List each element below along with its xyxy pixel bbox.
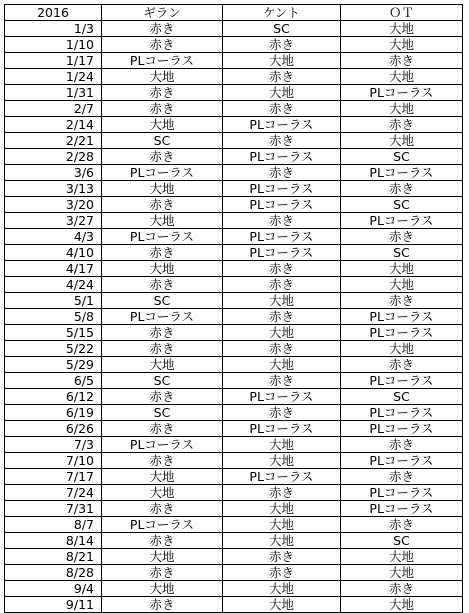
table-row [5, 181, 463, 197]
kent-cell[interactable]: PLコーラス [223, 117, 341, 133]
giran-cell[interactable]: PLコーラス [102, 165, 223, 181]
table-row [5, 245, 463, 261]
table-row [5, 21, 463, 37]
kent-cell[interactable]: PLコーラス [223, 229, 341, 245]
date-cell[interactable]: 5/29 [5, 357, 102, 373]
ot-cell[interactable]: 大地 [341, 549, 463, 565]
kent-cell[interactable]: PLコーラス [223, 469, 341, 485]
kent-cell[interactable]: 大地 [223, 597, 341, 613]
ot-cell[interactable]: PLコーラス [341, 405, 463, 421]
date-cell[interactable]: 4/24 [5, 277, 102, 293]
kent-cell[interactable]: 赤き [223, 277, 341, 293]
giran-cell[interactable]: 大地 [102, 469, 223, 485]
ot-cell[interactable]: 大地 [341, 565, 463, 581]
date-cell[interactable]: 6/5 [5, 373, 102, 389]
date-cell[interactable]: 1/17 [5, 53, 102, 69]
header-row [5, 5, 463, 21]
giran-cell[interactable]: SC [102, 405, 223, 421]
ot-cell[interactable]: 大地 [341, 69, 463, 85]
date-cell[interactable]: 4/10 [5, 245, 102, 261]
table-row [5, 517, 463, 533]
ot-cell[interactable]: 赤き [341, 117, 463, 133]
table-row [5, 437, 463, 453]
giran-cell[interactable]: 赤き [102, 421, 223, 437]
date-cell[interactable]: 1/10 [5, 37, 102, 53]
kent-cell[interactable]: 赤き [223, 213, 341, 229]
table-row [5, 549, 463, 565]
kent-cell[interactable]: PLコーラス [223, 389, 341, 405]
giran-cell[interactable]: 赤き [102, 341, 223, 357]
date-cell[interactable]: 8/14 [5, 533, 102, 549]
giran-cell[interactable]: 赤き [102, 37, 223, 53]
table-row [5, 101, 463, 117]
kent-cell[interactable]: PLコーラス [223, 197, 341, 213]
header-year[interactable]: 2016 [5, 5, 102, 21]
date-cell[interactable]: 6/26 [5, 421, 102, 437]
giran-cell[interactable]: 赤き [102, 101, 223, 117]
kent-cell[interactable]: 赤き [223, 405, 341, 421]
date-cell[interactable]: 2/21 [5, 133, 102, 149]
kent-cell[interactable]: 赤き [223, 165, 341, 181]
table-row [5, 325, 463, 341]
giran-cell[interactable]: SC [102, 133, 223, 149]
ot-cell[interactable]: SC [341, 533, 463, 549]
ot-cell[interactable]: 赤き [341, 437, 463, 453]
table-row [5, 261, 463, 277]
ot-cell[interactable]: 赤き [341, 357, 463, 373]
kent-cell[interactable]: PLコーラス [223, 181, 341, 197]
table-row [5, 277, 463, 293]
date-cell[interactable]: 7/17 [5, 469, 102, 485]
ot-cell[interactable]: PLコーラス [341, 325, 463, 341]
kent-cell[interactable]: PLコーラス [223, 149, 341, 165]
table-row [5, 53, 463, 69]
ot-cell[interactable]: PLコーラス [341, 373, 463, 389]
ot-cell[interactable]: SC [341, 245, 463, 261]
header-ot[interactable]: ＯＴ [341, 5, 463, 21]
kent-cell[interactable]: 大地 [223, 453, 341, 469]
ot-cell[interactable]: PLコーラス [341, 165, 463, 181]
giran-cell[interactable]: 赤き [102, 325, 223, 341]
kent-cell[interactable]: 赤き [223, 309, 341, 325]
giran-cell[interactable]: PLコーラス [102, 229, 223, 245]
kent-cell[interactable]: 赤き [223, 341, 341, 357]
table-row [5, 453, 463, 469]
table-row [5, 85, 463, 101]
giran-cell[interactable]: 大地 [102, 261, 223, 277]
kent-cell[interactable]: 大地 [223, 85, 341, 101]
ot-cell[interactable]: 大地 [341, 101, 463, 117]
date-cell[interactable]: 4/17 [5, 261, 102, 277]
ot-cell[interactable]: PLコーラス [341, 421, 463, 437]
kent-cell[interactable]: 大地 [223, 517, 341, 533]
giran-cell[interactable]: 大地 [102, 581, 223, 597]
kent-cell[interactable]: 大地 [223, 357, 341, 373]
schedule-table [4, 4, 463, 613]
giran-cell[interactable]: PLコーラス [102, 437, 223, 453]
date-cell[interactable]: 7/24 [5, 485, 102, 501]
giran-cell[interactable]: 赤き [102, 501, 223, 517]
ot-cell[interactable]: PLコーラス [341, 213, 463, 229]
ot-cell[interactable]: 赤き [341, 181, 463, 197]
ot-cell[interactable]: SC [341, 197, 463, 213]
date-cell[interactable]: 4/3 [5, 229, 102, 245]
table-row [5, 597, 463, 613]
kent-cell[interactable]: 赤き [223, 133, 341, 149]
kent-cell[interactable]: 大地 [223, 437, 341, 453]
kent-cell[interactable]: 赤き [223, 565, 341, 581]
kent-cell[interactable]: SC [223, 21, 341, 37]
giran-cell[interactable]: PLコーラス [102, 309, 223, 325]
date-cell[interactable]: 6/19 [5, 405, 102, 421]
ot-cell[interactable]: 大地 [341, 277, 463, 293]
kent-cell[interactable]: 大地 [223, 581, 341, 597]
date-cell[interactable]: 7/31 [5, 501, 102, 517]
table-row [5, 405, 463, 421]
ot-cell[interactable]: PLコーラス [341, 485, 463, 501]
ot-cell[interactable]: 大地 [341, 341, 463, 357]
giran-cell[interactable]: 赤き [102, 453, 223, 469]
table-row [5, 581, 463, 597]
date-cell[interactable]: 5/15 [5, 325, 102, 341]
ot-cell[interactable]: PLコーラス [341, 453, 463, 469]
ot-cell[interactable]: PLコーラス [341, 85, 463, 101]
giran-cell[interactable]: 大地 [102, 213, 223, 229]
ot-cell[interactable]: SC [341, 389, 463, 405]
date-cell[interactable]: 1/31 [5, 85, 102, 101]
giran-cell[interactable]: 赤き [102, 85, 223, 101]
ot-cell[interactable]: 赤き [341, 469, 463, 485]
date-cell[interactable]: 3/13 [5, 181, 102, 197]
giran-cell[interactable]: 大地 [102, 357, 223, 373]
date-cell[interactable]: 5/8 [5, 309, 102, 325]
header-giran[interactable]: ギラン [102, 5, 223, 21]
date-cell[interactable]: 2/28 [5, 149, 102, 165]
table-row [5, 197, 463, 213]
kent-cell[interactable]: 赤き [223, 261, 341, 277]
table-row [5, 501, 463, 517]
giran-cell[interactable]: SC [102, 373, 223, 389]
ot-cell[interactable]: PLコーラス [341, 501, 463, 517]
ot-cell[interactable]: 赤き [341, 53, 463, 69]
date-cell[interactable]: 1/3 [5, 21, 102, 37]
table-row [5, 469, 463, 485]
kent-cell[interactable]: PLコーラス [223, 245, 341, 261]
date-cell[interactable]: 2/14 [5, 117, 102, 133]
date-cell[interactable]: 1/24 [5, 69, 102, 85]
table-row [5, 373, 463, 389]
kent-cell[interactable]: 赤き [223, 101, 341, 117]
table-row [5, 309, 463, 325]
date-cell[interactable]: 8/7 [5, 517, 102, 533]
table-row [5, 213, 463, 229]
date-cell[interactable]: 2/7 [5, 101, 102, 117]
ot-cell[interactable]: 大地 [341, 21, 463, 37]
table-row [5, 229, 463, 245]
giran-cell[interactable]: 大地 [102, 181, 223, 197]
ot-cell[interactable]: 赤き [341, 229, 463, 245]
ot-cell[interactable]: 大地 [341, 261, 463, 277]
giran-cell[interactable]: 赤き [102, 597, 223, 613]
kent-cell[interactable]: 赤き [223, 373, 341, 389]
table-row [5, 69, 463, 85]
giran-cell[interactable]: 大地 [102, 69, 223, 85]
ot-cell[interactable]: PLコーラス [341, 309, 463, 325]
date-cell[interactable]: 5/22 [5, 341, 102, 357]
table-row [5, 341, 463, 357]
table-row [5, 149, 463, 165]
table-row [5, 485, 463, 501]
giran-cell[interactable]: 赤き [102, 533, 223, 549]
date-cell[interactable]: 3/27 [5, 213, 102, 229]
date-cell[interactable]: 7/3 [5, 437, 102, 453]
giran-cell[interactable]: SC [102, 293, 223, 309]
date-cell[interactable]: 5/1 [5, 293, 102, 309]
kent-cell[interactable]: 赤き [223, 37, 341, 53]
date-cell[interactable]: 9/11 [5, 597, 102, 613]
kent-cell[interactable]: 大地 [223, 325, 341, 341]
giran-cell[interactable]: 赤き [102, 149, 223, 165]
giran-cell[interactable]: PLコーラス [102, 53, 223, 69]
kent-cell[interactable]: 大地 [223, 53, 341, 69]
date-cell[interactable]: 3/20 [5, 197, 102, 213]
kent-cell[interactable]: 赤き [223, 485, 341, 501]
giran-cell[interactable]: 赤き [102, 21, 223, 37]
table-row [5, 117, 463, 133]
table-row [5, 357, 463, 373]
date-cell[interactable]: 8/21 [5, 549, 102, 565]
giran-cell[interactable]: 赤き [102, 197, 223, 213]
giran-cell[interactable]: 大地 [102, 485, 223, 501]
kent-cell[interactable]: 大地 [223, 533, 341, 549]
giran-cell[interactable]: 赤き [102, 245, 223, 261]
date-cell[interactable]: 3/6 [5, 165, 102, 181]
giran-cell[interactable]: 大地 [102, 549, 223, 565]
ot-cell[interactable]: 赤き [341, 517, 463, 533]
table-row [5, 133, 463, 149]
kent-cell[interactable]: 赤き [223, 549, 341, 565]
table-row [5, 293, 463, 309]
table-row [5, 533, 463, 549]
date-cell[interactable]: 6/12 [5, 389, 102, 405]
date-cell[interactable]: 9/4 [5, 581, 102, 597]
giran-cell[interactable]: 赤き [102, 277, 223, 293]
ot-cell[interactable]: 赤き [341, 581, 463, 597]
kent-cell[interactable]: 大地 [223, 501, 341, 517]
kent-cell[interactable]: 大地 [223, 293, 341, 309]
kent-cell[interactable]: PLコーラス [223, 421, 341, 437]
ot-cell[interactable]: SC [341, 149, 463, 165]
date-cell[interactable]: 7/10 [5, 453, 102, 469]
date-cell[interactable]: 8/28 [5, 565, 102, 581]
ot-cell[interactable]: 赤き [341, 293, 463, 309]
table-row [5, 565, 463, 581]
ot-cell[interactable]: 大地 [341, 133, 463, 149]
ot-cell[interactable]: 大地 [341, 597, 463, 613]
ot-cell[interactable]: 大地 [341, 37, 463, 53]
kent-cell[interactable]: 赤き [223, 69, 341, 85]
giran-cell[interactable]: 赤き [102, 565, 223, 581]
table-row [5, 389, 463, 405]
table-row [5, 37, 463, 53]
giran-cell[interactable]: PLコーラス [102, 517, 223, 533]
giran-cell[interactable]: 赤き [102, 389, 223, 405]
header-kent[interactable]: ケント [223, 5, 341, 21]
table-row [5, 165, 463, 181]
table-row [5, 421, 463, 437]
giran-cell[interactable]: 大地 [102, 117, 223, 133]
